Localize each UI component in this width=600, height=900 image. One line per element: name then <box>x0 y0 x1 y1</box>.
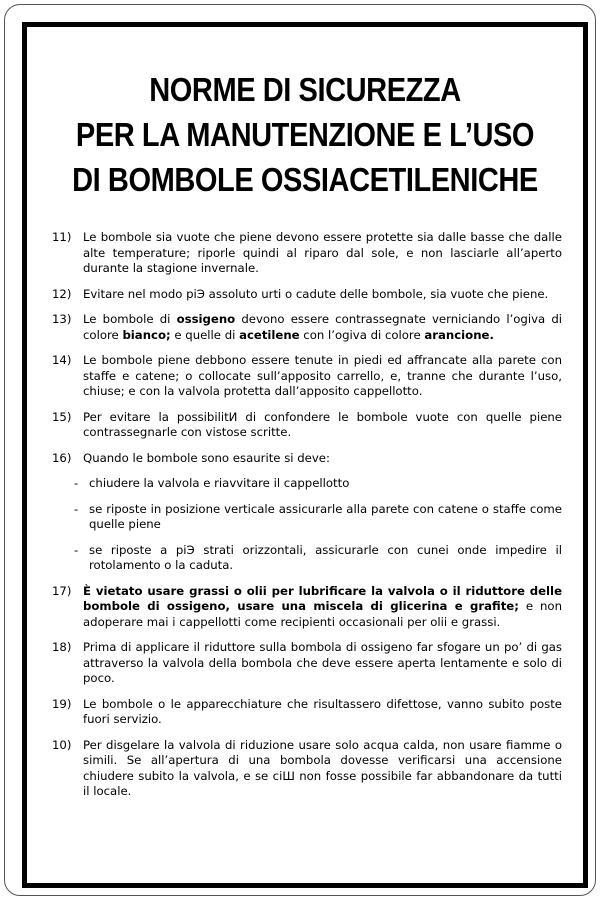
sub-item-text: se riposte a piЭ strati orizzontali, assicurarle con cunei onde impedire il rotolamento o la caduta. <box>89 542 562 572</box>
sub-item <box>52 476 562 492</box>
rule-number: 17) <box>52 583 72 598</box>
sub-item-text: chiudere la valvola e riavvitare il cappellotto <box>89 476 350 490</box>
rule-text: Quando le bombole sono esaurite si deve: <box>83 450 330 465</box>
rule-item <box>52 230 562 277</box>
rule-text: Le bombole o le apparecchiature che risultassero difettose, vanno subito poste fuori servizio. <box>83 696 562 726</box>
rules-list <box>52 230 562 810</box>
rule-text: Evitare nel modo piЭ assoluto urti o cadute delle bombole, sia vuote che piene. <box>83 286 549 301</box>
sign-title <box>27 67 583 202</box>
rule-text <box>83 312 562 343</box>
rule-text-part: devono essere contrassegnate verniciando l’ogiva di colore <box>83 312 562 342</box>
rule-item <box>52 410 562 441</box>
rule-number: 11) <box>52 230 72 244</box>
rule-text: Per disgelare la valvola di riduzione usare solo acqua calda, non usare fiamme o simili. Se all’apertura di una bombola dovesse verificarsi una accensione chiudere subito la valvola, e se ciШ non fosse possibile far abbandonare da tutti il locale. <box>83 737 562 798</box>
rule-number: 10) <box>52 737 72 752</box>
rule-number: 14) <box>52 353 72 367</box>
rule-text-bold: arancione. <box>424 327 494 342</box>
title-line-1: NORME DI SICUREZZA <box>149 71 461 108</box>
rule-text-part: e non adoperare mai i cappellotti come recipienti occasionali per olii e grassi. <box>83 599 562 629</box>
rule-text-part: e quelle di <box>170 327 240 342</box>
rule-number: 12) <box>52 286 72 301</box>
rule-item <box>52 697 562 728</box>
rule-text <box>83 584 562 631</box>
rule-number: 16) <box>52 450 72 465</box>
title-line-3: DI BOMBOLE OSSIACETILENICHE <box>72 161 538 198</box>
sub-item-dash: - <box>74 476 79 490</box>
rule-text-bold: acetilene <box>239 327 300 342</box>
rule-text-bold: È vietato usare grassi o olii per lubrificare la valvola o il riduttore delle bombole di ossigeno, usare una miscela di glicerina e grafite; <box>83 583 562 613</box>
rule-item <box>52 738 562 800</box>
rule-number: 18) <box>52 640 72 654</box>
safety-sign <box>4 4 596 896</box>
rule-number: 13) <box>52 312 72 326</box>
rule-text-bold: bianco; <box>122 327 171 342</box>
rule-text: Le bombole sia vuote che piene devono essere protette sia dalle basse che dalle alte temperature; riporle quindi al riparo dal sole, e non lasciarle all’aperto durante la stagione invernale. <box>83 230 562 275</box>
sub-item <box>52 543 562 574</box>
sub-item-dash: - <box>74 542 79 557</box>
rule-item <box>52 353 562 400</box>
sub-item-dash: - <box>74 501 79 516</box>
rule-item <box>52 312 562 343</box>
rule-number: 19) <box>52 696 72 711</box>
sub-item <box>52 502 562 533</box>
rule-item <box>52 640 562 687</box>
rule-text-part: Le bombole di <box>83 312 177 326</box>
rule-text-part: con l’ogiva di colore <box>299 327 425 342</box>
rule-text: Prima di applicare il riduttore sulla bombola di ossigeno far sfogare un po’ di gas attraverso la valvola della bombola che deve essere aperta lentamente e solo di poco. <box>83 640 562 685</box>
title-line-2: PER LA MANUTENZIONE E L’USO <box>75 116 535 153</box>
rule-item <box>52 451 562 467</box>
rule-text: Per evitare la possibilitИ di confondere le bombole vuote con quelle piene contrassegnarle con vistose scritte. <box>83 409 562 439</box>
sub-item-text: se riposte in posizione verticale assicurarle alla parete con catene o staffe come quelle piene <box>89 501 562 531</box>
rule-text: Le bombole piene debbono essere tenute in piedi ed affrancate alla parete con staffe e catene; o collocate sull’apposito carrello, e, tranne che durante l’uso, chiuse; e con la valvola protetta dall’apposito cappellotto. <box>83 353 562 398</box>
rule-item <box>52 584 562 631</box>
rule-number: 15) <box>52 409 72 424</box>
rule-text-bold: ossigeno <box>176 312 236 326</box>
rule-item <box>52 287 562 303</box>
